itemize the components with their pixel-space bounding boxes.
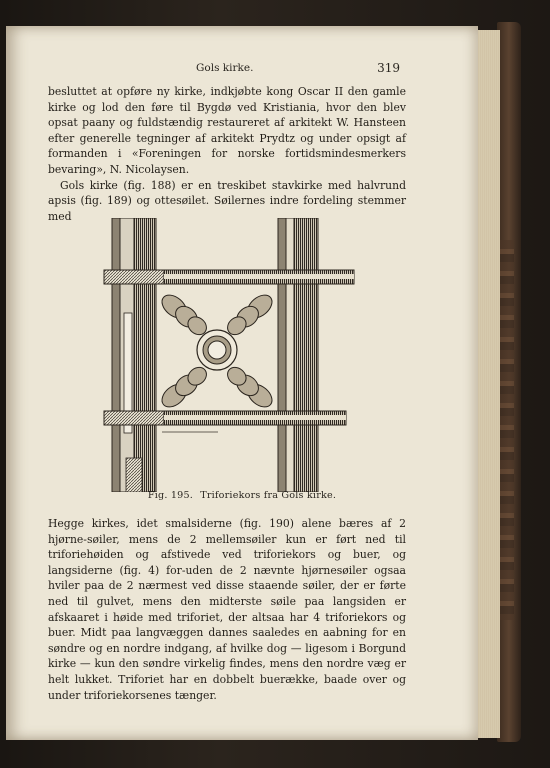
figure-triforium-cross <box>92 218 360 492</box>
figure-caption <box>6 490 478 501</box>
paragraph: besluttet at opføre ny kirke, indkjøbte kong Oscar II den gamle kirke og lod den føre til Bygdø ved Kristiania, hvor den blev opsat paany og fuldstændig restaureret af arkitekt W. Hansteen efter generelle tegninger af arkitekt Prydtz og under opsigt af formanden i «Foreningen for norske fortidsmindesmerkers bevaring», N. Nicolaysen. <box>48 85 406 176</box>
right-post <box>278 218 318 492</box>
top-rail <box>104 270 354 284</box>
text-block-bottom <box>48 516 406 703</box>
running-title: Gols kirke. <box>196 62 254 74</box>
paragraph: Gols kirke (fig. 188) er en treskibet stavkirke med halvrund apsis (fig. 189) og ottesøilet. Søilernes indre fordeling stemmer med <box>48 178 406 223</box>
figure-label: Fig. 195. <box>147 490 194 501</box>
left-post <box>112 218 156 492</box>
bottom-rail <box>104 411 346 425</box>
book-page <box>6 26 478 740</box>
paragraph: Hegge kirkes, idet smalsiderne (fig. 190) alene bæres af 2 hjørne-søiler, mens de 2 mellemsøiler kun er ført ned til triforiehøiden og afstivede ved triforiekors og buer, og langsiderne (fig. 4) for-uden de 2 nævnte hjørnesøiler ogsaa hviler paa de 2 nærmest ved disse staaende søiler, der er førte ned til gulvet, mens den midterste søile paa langsiden er afskaaret i høide med triforiet, der altsaa har 4 triforiekors og buer. Midt paa langvæggen dannes saaledes en aabning for en søndre og en nordre indgang, af hvilke dog — ligesom i Borgund kirke — kun den søndre virkelig findes, mens den nordre væg er helt lukket. Triforiet har en dobbelt buerække, baade over og under triforiekorsenes tænger. <box>48 517 406 702</box>
triforium-cross-illustration <box>92 218 360 492</box>
page-number: 319 <box>377 61 400 75</box>
central-ring <box>197 330 237 370</box>
running-head <box>6 62 478 80</box>
text-block-top <box>48 84 406 224</box>
spine-texture <box>500 240 514 620</box>
figure-caption-text: Triforiekors fra Gols kirke. <box>200 490 337 501</box>
